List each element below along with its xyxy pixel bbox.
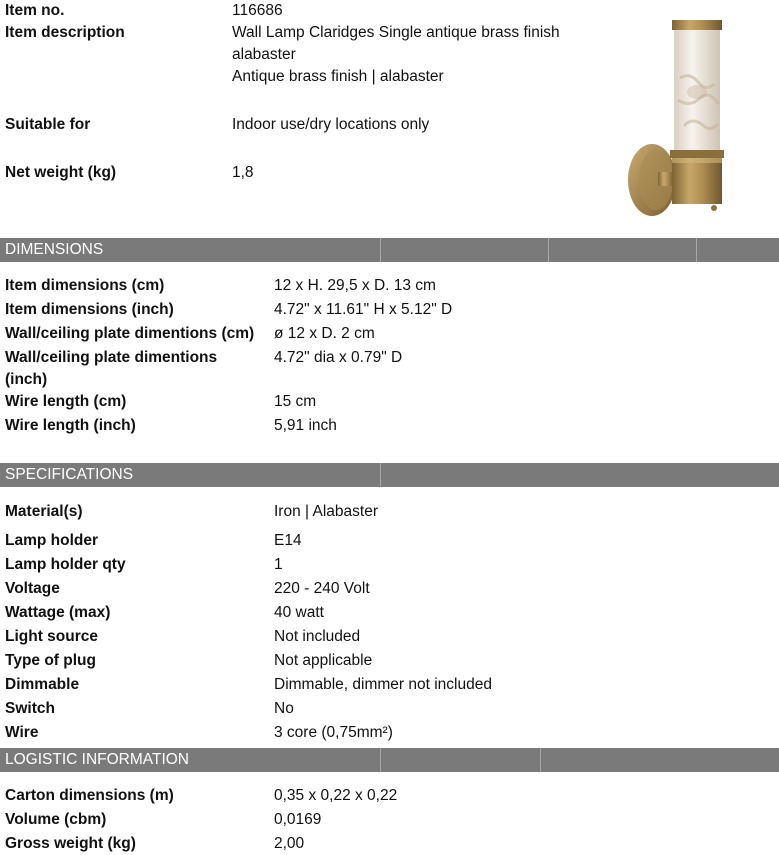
specifications-value: Not applicable <box>274 652 373 669</box>
dimensions-label: Item dimensions (inch) <box>5 301 174 318</box>
specifications-value: E14 <box>274 532 302 549</box>
specifications-value: Dimmable, dimmer not included <box>274 676 492 693</box>
specifications-label: Type of plug <box>5 652 96 669</box>
specifications-value: 1 <box>274 556 283 573</box>
item-description-line3: Antique brass finish | alabaster <box>232 68 444 85</box>
dimensions-label: Wire length (cm) <box>5 393 127 410</box>
specifications-value: 3 core (0,75mm²) <box>274 724 393 741</box>
logistic-title: LOGISTIC INFORMATION <box>5 751 189 768</box>
specifications-value: No <box>274 700 294 717</box>
dimensions-label: Wire length (inch) <box>5 417 136 434</box>
specifications-label: Lamp holder qty <box>5 556 126 573</box>
header-cell-divider <box>380 463 381 487</box>
header-cell-divider <box>540 748 541 772</box>
specifications-value: 40 watt <box>274 604 324 621</box>
logistic-label: Gross weight (kg) <box>5 835 136 852</box>
specifications-label: Switch <box>5 700 55 717</box>
dimensions-value: 4.72" x 11.61" H x 5.12" D <box>274 301 453 318</box>
specifications-label: Light source <box>5 628 99 645</box>
specifications-label: Material(s) <box>5 503 83 520</box>
item-no-label: Item no. <box>5 2 65 19</box>
dimensions-value: 5,91 inch <box>274 417 337 434</box>
dimensions-label: Item dimensions (cm) <box>5 277 165 294</box>
dimensions-value: 15 cm <box>274 393 317 410</box>
dimensions-label: Wall/ceiling plate dimentions (cm) <box>5 325 255 342</box>
logistic-label: Carton dimensions (m) <box>5 787 174 804</box>
logistic-value: 0,35 x 0,22 x 0,22 <box>274 787 398 804</box>
specifications-title: SPECIFICATIONS <box>5 466 134 483</box>
logistic-header <box>0 748 779 772</box>
specifications-label: Wattage (max) <box>5 604 111 621</box>
item-description-line1: Wall Lamp Claridges Single antique brass finish <box>232 24 560 41</box>
suitable-for-value: Indoor use/dry locations only <box>232 116 430 133</box>
logistic-label: Volume (cbm) <box>5 811 107 828</box>
suitable-for-label: Suitable for <box>5 116 91 133</box>
dimensions-title: DIMENSIONS <box>5 241 104 258</box>
logistic-value: 2,00 <box>274 835 305 852</box>
net-weight-value: 1,8 <box>232 164 254 181</box>
wall-lamp-image <box>600 8 760 223</box>
header-cell-divider <box>380 748 381 772</box>
dimensions-header <box>0 238 779 262</box>
specifications-label: Lamp holder <box>5 532 99 549</box>
net-weight-label: Net weight (kg) <box>5 164 117 181</box>
specifications-value: Iron | Alabaster <box>274 503 378 520</box>
specifications-label: Voltage <box>5 580 60 597</box>
specifications-value: 220 - 240 Volt <box>274 580 370 597</box>
specifications-value: Not included <box>274 628 361 645</box>
header-cell-divider <box>380 238 381 262</box>
header-cell-divider <box>696 238 697 262</box>
specifications-label: Wire <box>5 724 39 741</box>
dimensions-value: ø 12 x D. 2 cm <box>274 325 375 342</box>
dimensions-value: 12 x H. 29,5 x D. 13 cm <box>274 277 436 294</box>
dimensions-label: Wall/ceiling plate dimentions (inch) <box>5 349 218 388</box>
specifications-label: Dimmable <box>5 676 80 693</box>
item-no-value: 116686 <box>232 2 283 19</box>
header-cell-divider <box>548 238 549 262</box>
item-description-line2: alabaster <box>232 46 296 63</box>
logistic-value: 0,0169 <box>274 811 322 828</box>
dimensions-value: 4.72" dia x 0.79" D <box>274 349 403 366</box>
item-description-label: Item description <box>5 24 125 41</box>
specifications-header <box>0 463 779 487</box>
